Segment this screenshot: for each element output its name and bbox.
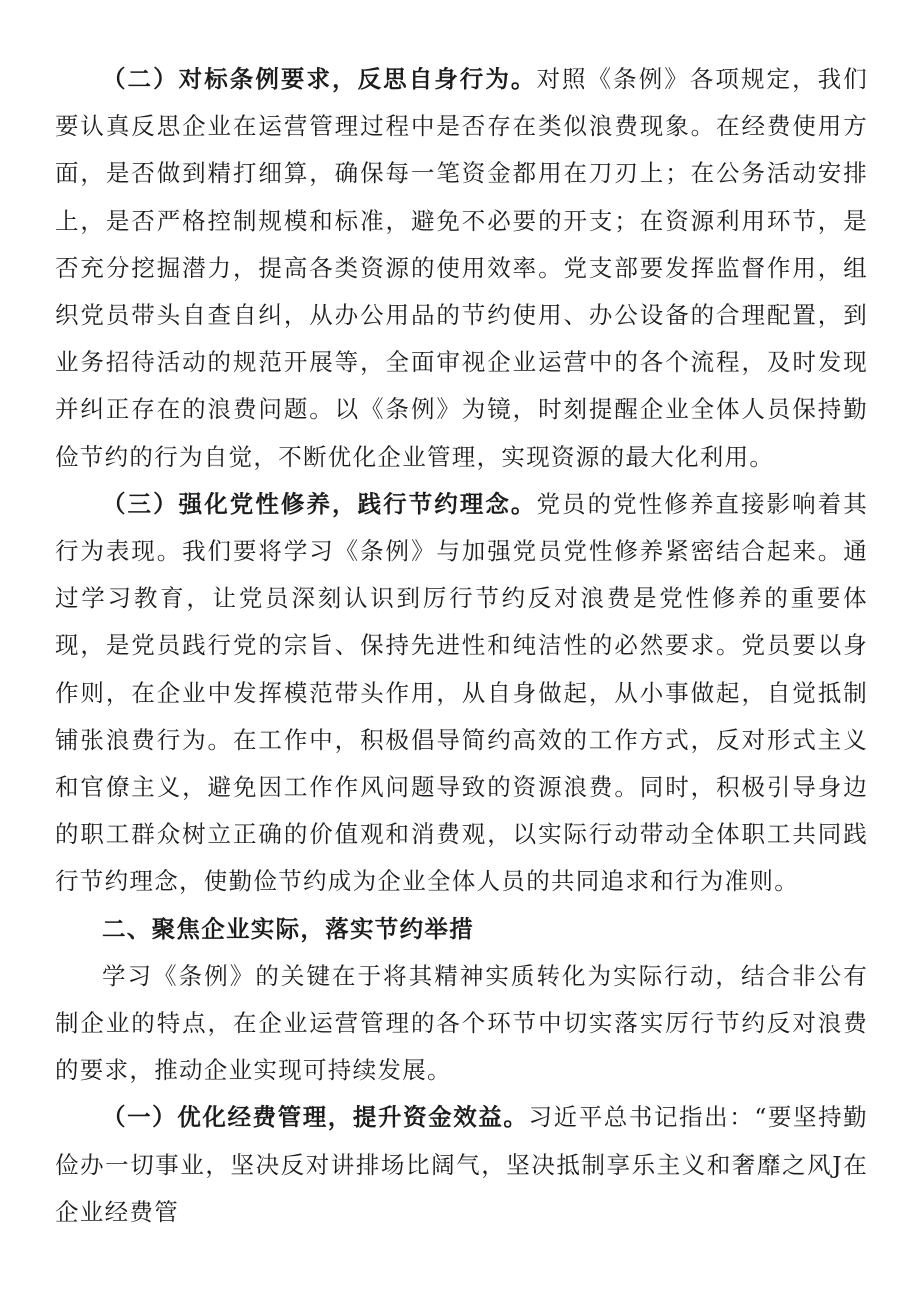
subheading-compare-regulations: （二）对标条例要求，反思自身行为。 [102,65,537,93]
subheading-party-cultivation: （三）强化党性修养，践行节约理念。 [102,489,537,518]
paragraph-compare-regulations [55,56,868,481]
paragraph-body: 党员的党性修养直接影响着其行为表现。我们要将学习《条例》与加强党员党性修养紧密结合起来。通过学习教育，让党员深刻认识到厉行节约反对浪费是党性修养的重要体现，是党员践行党的宗旨、保持先进性和纯洁性的必然要求。党员要以身作则，在企业中发挥模范带头作用，从自身做起，从小事做起，自觉抵制铺张浪费行为。在工作中，积极倡导简约高效的工作方式，反对形式主义和官僚主义，避免因工作作风问题导致的资源浪费。同时，积极引导身边的职工群众树立正确的价值观和消费观，以实际行动带动全体职工共同践行节约理念，使勤俭节约成为企业全体人员的共同追求和行为准则。 [55,489,868,896]
paragraph-party-cultivation [55,481,868,906]
paragraph-section-intro [55,953,868,1095]
paragraph-fund-management [55,1094,868,1236]
paragraph-body: 学习《条例》的关键在于将其精神实质转化为实际行动，结合非公有制企业的特点，在企业运营管理的各个环节中切实落实厉行节约反对浪费的要求，推动企业实现可持续发展。 [55,961,868,1085]
subheading-fund-management: （一）优化经费管理，提升资金效益。 [102,1103,529,1132]
paragraph-body: 对照《条例》各项规定，我们要认真反思企业在运营管理过程中是否存在类似浪费现象。在经费使用方面，是否做到精打细算，确保每一笔资金都用在刀刃上；在公务活动安排上，是否严格控制规模和标准，避免不必要的开支；在资源利用环节，是否充分挖掘潜力，提高各类资源的使用效率。党支部要发挥监督作用，组织党员带头自查自纠，从办公用品的节约使用、办公设备的合理配置，到业务招待活动的规范开展等，全面审视企业运营中的各个流程，及时发现并纠正存在的浪费问题。以《条例》为镜，时刻提醒企业全体人员保持勤俭节约的行为自觉，不断优化企业管理，实现资源的最大化利用。 [55,65,868,471]
paragraph-body: 习近平总书记指出：“要坚持勤俭办一切事业，坚决反对讲排场比阔气，坚决抵制享乐主义和奢靡之风J在企业经费管 [55,1103,868,1226]
section-heading-two: 二、聚焦企业实际，落实节约举措 [102,914,474,943]
